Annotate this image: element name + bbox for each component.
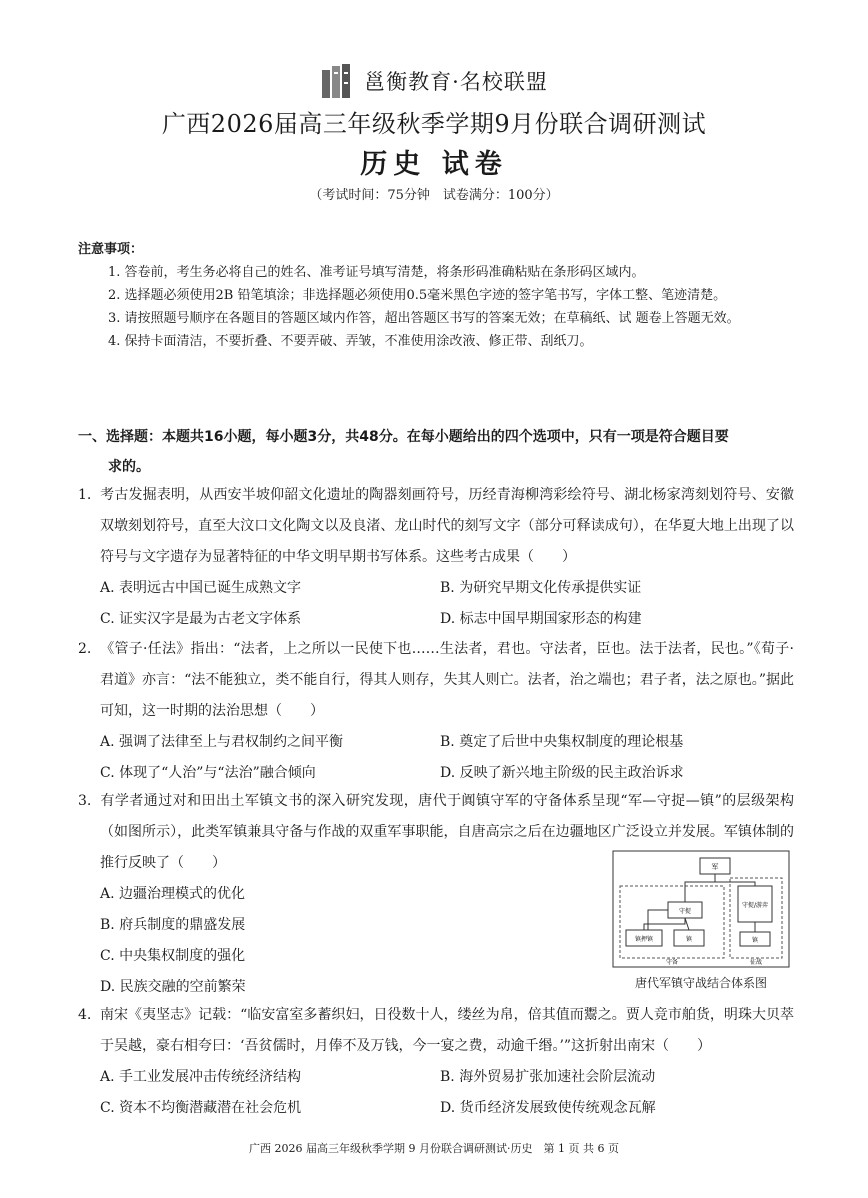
book-logo-icon: [320, 62, 356, 100]
option-d: D. 货币经济发展致使传统观念瓦解: [440, 1100, 656, 1116]
brand-name: 邕衡教育·名校联盟: [364, 70, 548, 94]
option-c: C. 资本不均衡潜藏潜在社会危机: [100, 1100, 302, 1116]
section-title-line: 求的。: [108, 459, 150, 475]
question-stem: 有学者通过对和田出土军镇文书的深入研究发现，唐代于阗镇守军的守备体系呈现“军—守捉—镇”的层级架构（如图所示），此类军镇兼具守备与作战的双重军事职能，自唐高宗之后在边疆地区广泛设立并发展。军镇体制的推行反映了（ ）: [100, 793, 794, 871]
option-b: B. 奠定了后世中央集权制度的理论根基: [440, 734, 684, 750]
question-number: 4.: [78, 1007, 92, 1023]
option-c: C. 证实汉字是最为古老文字体系: [100, 611, 302, 627]
notice-item: 4. 保持卡面清洁，不要折叠、不要弄破、弄皱，不准使用涂改液、修正带、刮纸刀。: [108, 334, 593, 349]
option-d: D. 民族交融的空前繁荣: [100, 979, 246, 995]
option-c: C. 中央集权制度的强化: [100, 948, 246, 964]
page-footer: 广西 2026 届高三年级秋季学期 9 月份联合调研测试·历史 第 1 页 共 6 页: [249, 1142, 619, 1155]
garrison-system-figure: [612, 850, 790, 991]
node-jun: 军: [711, 863, 719, 871]
option-a: A. 手工业发展冲击传统经济结构: [100, 1069, 302, 1085]
notice-block: [78, 238, 794, 353]
node-shouzhuo: 守捉: [678, 908, 692, 915]
option-b: B. 府兵制度的鼎盛发展: [100, 917, 246, 933]
notice-item: 1. 答卷前，考生务必将自己的姓名、准考证号填写清楚，将条形码准确粘贴在条形码区域内。: [108, 265, 645, 280]
question-number: 3.: [78, 793, 92, 809]
question-4: [78, 1000, 794, 1124]
question-number: 1.: [78, 487, 92, 503]
section-title: [78, 422, 794, 482]
question-2: [78, 634, 794, 789]
exam-title: 广西2026届高三年级秋季学期9月份联合调研测试: [161, 110, 707, 138]
exam-info: （考试时间：75分钟 试卷满分：100分）: [309, 188, 559, 203]
node-zhen-right: 镇: [751, 937, 759, 944]
option-c: C. 体现了“人治”与“法治”融合倾向: [100, 765, 316, 781]
option-d: D. 标志中国早期国家形态的构建: [440, 611, 642, 627]
option-a: A. 表明远古中国已诞生成熟文字: [100, 580, 302, 596]
subject-title: 历史 试卷: [360, 149, 508, 180]
notice-title: 注意事项：: [78, 242, 144, 257]
option-a: A. 强调了法律至上与君权制约之间平衡: [100, 734, 344, 750]
node-youyi: 守捉/游弈: [741, 902, 769, 909]
question-stem: 南宋《夷坚志》记载：“临安富室多蓄织妇，日役数十人，缕丝为帛，倍其值而鬻之。贾人竞市舶货，明珠大贝萃于吴越，豪右相夸曰：‘吾贫儒时，月俸不及万钱，今一宴之费，动逾千缗。’”这折射出南宋（ ）: [100, 1007, 794, 1054]
notice-item: 2. 选择题必须使用2B 铅笔填涂；非选择题必须使用0.5毫米黑色字迹的签字笔书写，字体工整、笔迹清楚。: [108, 288, 727, 303]
figure-caption: 唐代军镇守战结合体系图: [634, 976, 767, 990]
garrison-diagram: [612, 850, 790, 968]
node-yazhen: 镇押镇: [634, 936, 654, 943]
option-d: D. 反映了新兴地主阶级的民主政治诉求: [440, 765, 684, 781]
question-stem: 《管子·任法》指出：“法者，上之所以一民使下也……生法者，君也。守法者，臣也。法于法者，民也。”《荀子·君道》亦言：“法不能独立，类不能自行，得其人则存，失其人则亡。法者，治之端也；君子者，法之原也。”据此可知，这一时期的法治思想（ ）: [100, 641, 794, 719]
question-stem: 考古发掘表明，从西安半坡仰韶文化遗址的陶器刻画符号，历经青海柳湾彩绘符号、湖北杨家湾刻划符号、安徽双墩刻划符号，直至大汶口文化陶文以及良渚、龙山时代的刻写文字（部分可释读成句），在华夏大地上出现了以符号与文字遗存为显著特征的中华文明早期书写体系。这些考古成果（ ）: [100, 487, 794, 565]
option-b: B. 海外贸易扩张加速社会阶层流动: [440, 1069, 656, 1085]
option-b: B. 为研究早期文化传承提供实证: [440, 580, 642, 596]
node-zhen: 镇: [685, 936, 693, 943]
brand-header: [0, 62, 868, 104]
notice-item: 3. 请按照题号顺序在各题目的答题区域内作答，超出答题区书写的答案无效；在草稿纸、试 题卷上答题无效。: [108, 311, 740, 326]
section-title-line: 一、选择题：本题共16小题，每小题3分，共48分。在每小题给出的四个选项中，只有一项是符合题目要: [78, 429, 729, 445]
option-a: A. 边疆治理模式的优化: [100, 886, 246, 902]
question-number: 2.: [78, 641, 92, 657]
zone-defense-label: 守备: [665, 959, 679, 966]
zone-campaign-label: 征战: [749, 959, 763, 966]
question-1: [78, 480, 794, 635]
